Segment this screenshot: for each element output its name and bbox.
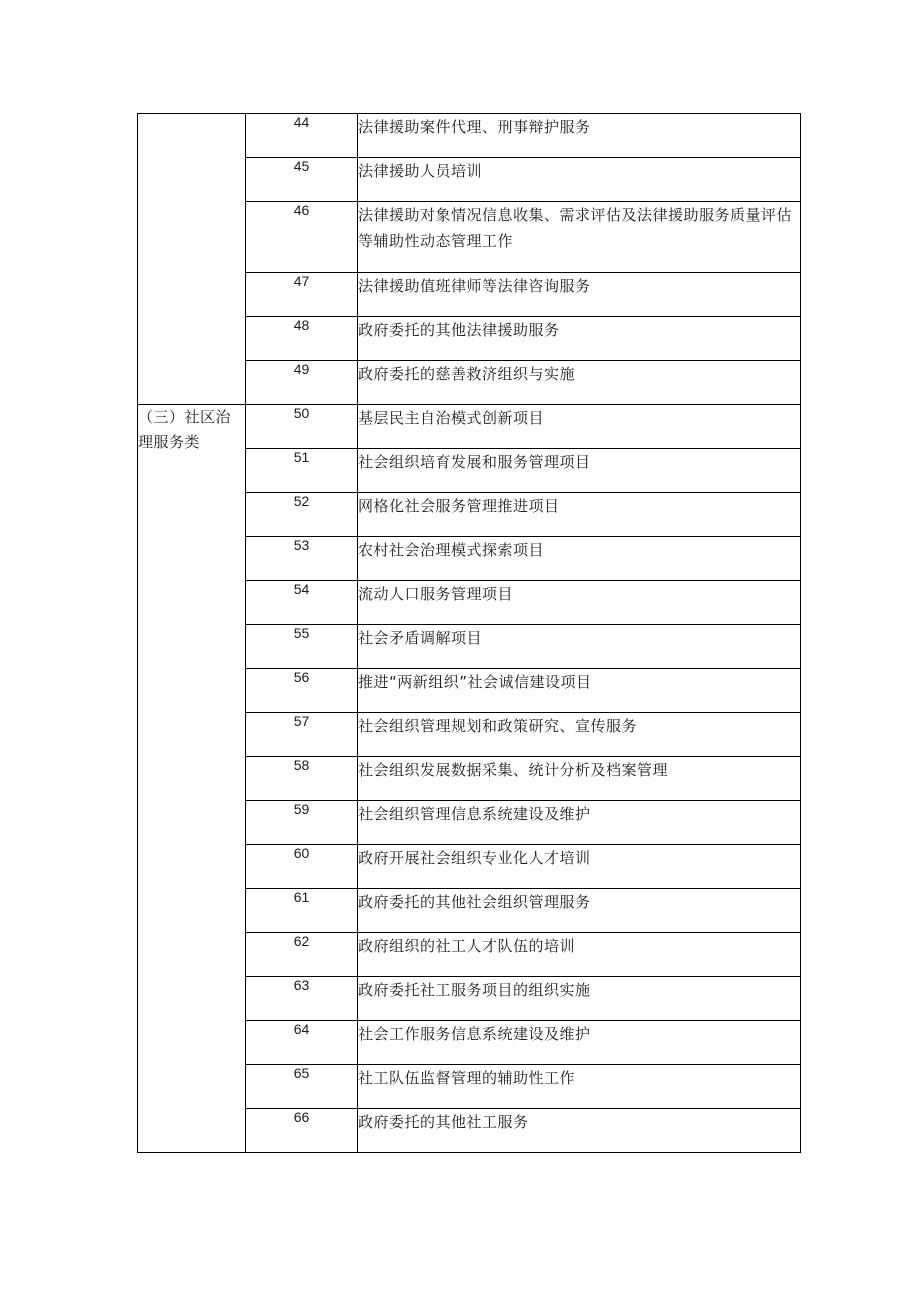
category-cell: （三）社区治理服务类 [138, 405, 246, 1153]
item-description: 政府委托的其他社工服务 [358, 1109, 801, 1153]
item-number: 51 [246, 449, 358, 493]
item-description: 政府开展社会组织专业化人才培训 [358, 845, 801, 889]
item-number: 53 [246, 537, 358, 581]
item-description: 流动人口服务管理项目 [358, 581, 801, 625]
item-number: 48 [246, 317, 358, 361]
item-description: 基层民主自治模式创新项目 [358, 405, 801, 449]
item-description: 法律援助对象情况信息收集、需求评估及法律援助服务质量评估等辅助性动态管理工作 [358, 202, 801, 273]
item-description: 法律援助值班律师等法律咨询服务 [358, 273, 801, 317]
item-number: 50 [246, 405, 358, 449]
table-row [138, 405, 801, 449]
item-description: 社会组织发展数据采集、统计分析及档案管理 [358, 757, 801, 801]
item-description: 网格化社会服务管理推进项目 [358, 493, 801, 537]
item-description: 社会矛盾调解项目 [358, 625, 801, 669]
item-number: 60 [246, 845, 358, 889]
item-number: 65 [246, 1065, 358, 1109]
item-description: 社工队伍监督管理的辅助性工作 [358, 1065, 801, 1109]
item-description: 法律援助人员培训 [358, 158, 801, 202]
item-description: 政府组织的社工人才队伍的培训 [358, 933, 801, 977]
item-number: 58 [246, 757, 358, 801]
item-description: 社会组织管理信息系统建设及维护 [358, 801, 801, 845]
item-description: 社会工作服务信息系统建设及维护 [358, 1021, 801, 1065]
item-number: 63 [246, 977, 358, 1021]
item-description: 政府委托的其他社会组织管理服务 [358, 889, 801, 933]
item-number: 46 [246, 202, 358, 273]
item-number: 57 [246, 713, 358, 757]
item-description: 法律援助案件代理、刑事辩护服务 [358, 114, 801, 158]
item-description: 政府委托的慈善救济组织与实施 [358, 361, 801, 405]
item-number: 64 [246, 1021, 358, 1065]
item-number: 66 [246, 1109, 358, 1153]
item-description: 农村社会治理模式探索项目 [358, 537, 801, 581]
item-number: 59 [246, 801, 358, 845]
item-number: 44 [246, 114, 358, 158]
item-number: 61 [246, 889, 358, 933]
service-catalog-table [137, 113, 801, 1153]
item-description: 政府委托的其他法律援助服务 [358, 317, 801, 361]
item-number: 54 [246, 581, 358, 625]
table-row [138, 114, 801, 158]
item-description: 社会组织管理规划和政策研究、宣传服务 [358, 713, 801, 757]
item-number: 45 [246, 158, 358, 202]
item-number: 56 [246, 669, 358, 713]
item-number: 62 [246, 933, 358, 977]
item-number: 55 [246, 625, 358, 669]
item-description: 政府委托社工服务项目的组织实施 [358, 977, 801, 1021]
item-number: 47 [246, 273, 358, 317]
item-number: 52 [246, 493, 358, 537]
category-cell [138, 114, 246, 405]
item-number: 49 [246, 361, 358, 405]
item-description: 推进“两新组织”社会诚信建设项目 [358, 669, 801, 713]
item-description: 社会组织培育发展和服务管理项目 [358, 449, 801, 493]
